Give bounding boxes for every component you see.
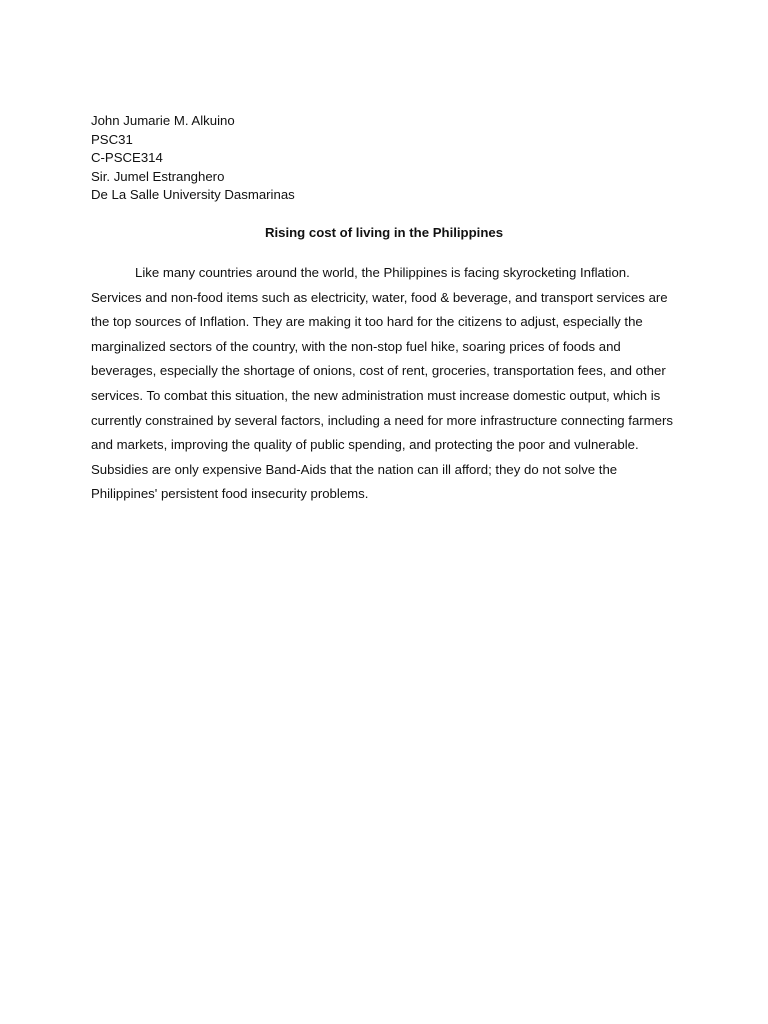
body-paragraph: Like many countries around the world, the Philippines is facing skyrocketing Inflation. Services and non-food items such as electricity, water, food & beverage, and transport services are the top sources of Inflation. They are making it too hard for the citizens to adjust, especially the marginalized sectors of the country, with the non-stop fuel hike, soaring prices of foods and beverages, especially the shortage of onions, cost of rent, groceries, transportation fees, and other services. To combat this situation, the new administration must increase domestic output, which is currently constrained by several factors, including a need for more infrastructure connecting farmers and markets, improving the quality of public spending, and protecting the poor and vulnerable. Subsidies are only expensive Band-Aids that the nation can ill afford; they do not solve the Philippines' persistent food insecurity problems. — [91, 265, 673, 502]
school-name: De La Salle University Dasmarinas — [91, 187, 295, 203]
course-code: PSC31 — [91, 131, 133, 147]
section-code: C-PSCE314 — [91, 150, 163, 166]
author-name: John Jumarie M. Alkuino — [91, 113, 235, 128]
document-title: Rising cost of living in the Philippines — [264, 225, 504, 240]
instructor-name: Sir. Jumel Estranghero — [91, 168, 225, 184]
document-header — [91, 112, 295, 205]
